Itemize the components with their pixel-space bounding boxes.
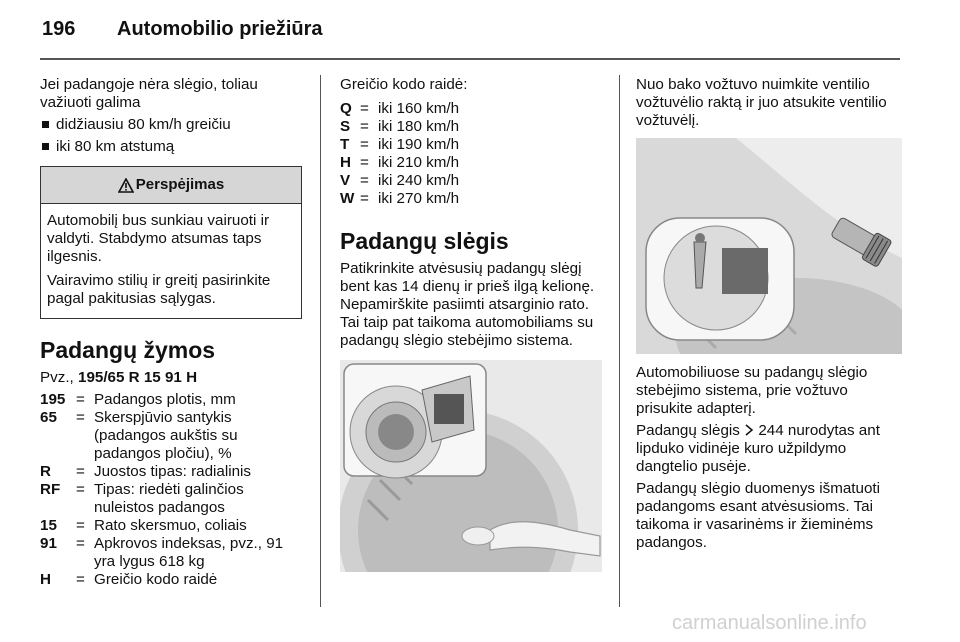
definition-separator: =: [76, 517, 85, 534]
definition-value: Greičio kodo raidė: [94, 571, 218, 588]
speed-row: [340, 136, 604, 154]
tire-marking-definitions: [40, 391, 302, 589]
page-number: 196: [42, 18, 76, 40]
speed-key: S: [340, 118, 351, 135]
column-2: [340, 76, 604, 572]
warning-header: [41, 167, 301, 204]
speed-row: [340, 118, 604, 136]
speed-row: [340, 190, 604, 208]
definition-row: [40, 535, 302, 571]
column-3: [636, 76, 904, 556]
speed-value: iki 180 km/h: [378, 118, 460, 135]
flat-tire-intro: Jei padangoje nėra slėgio, toliau važiuoti galima: [40, 76, 258, 111]
page-title: Automobilio priežiūra: [117, 18, 323, 40]
definition-key: 65: [40, 409, 57, 426]
bullet-square-icon: [42, 121, 49, 128]
definition-separator: =: [76, 535, 85, 552]
pressure-label-text-after: 244 nurodytas ant lipduko vidinėje kuro užpildymo dangtelio pusėje.: [636, 422, 880, 475]
list-item-text: didžiausiu 80 km/h greičiu: [56, 116, 231, 133]
header-divider: [40, 58, 900, 60]
speed-key: Q: [340, 100, 352, 117]
pressure-label-paragraph: [636, 422, 904, 476]
definition-key: 91: [40, 535, 57, 552]
speed-value: iki 270 km/h: [378, 190, 460, 207]
definition-row: [40, 463, 302, 481]
list-item-text: iki 80 km atstumą: [56, 138, 175, 155]
speed-separator: =: [360, 190, 369, 207]
speed-row: [340, 154, 604, 172]
bullet-square-icon: [42, 143, 49, 150]
definition-value: Apkrovos indeksas, pvz., 91 yra lygus 618 kg: [94, 535, 284, 570]
definition-value: Padangos plotis, mm: [94, 391, 236, 408]
speed-value: iki 210 km/h: [378, 154, 460, 171]
list-item: [40, 116, 302, 134]
speed-value: iki 160 km/h: [378, 100, 460, 117]
warning-title: Perspėjimas: [135, 176, 225, 193]
speed-separator: =: [360, 118, 369, 135]
speed-key: V: [340, 172, 351, 189]
speed-separator: =: [360, 154, 369, 171]
adapter-paragraph: Automobiliuose su padangų slėgio stebėjimo sistema, prie vožtuvo prisukite adapterį.: [636, 364, 868, 417]
speed-code-list: [340, 100, 604, 208]
speed-key: W: [340, 190, 355, 207]
example-prefix: Pvz.,: [40, 369, 74, 386]
definition-key: 15: [40, 517, 57, 534]
speed-row: [340, 172, 604, 190]
tire-pressure-paragraph: Patikrinkite atvėsusių padangų slėgį bent kas 14 dienų ir prieš ilgą kelionę. Nepamirškite pasiimti atsarginio rato. Tai taip pat taikoma automobiliams su padangų slėgio stebėjimo sistema.: [340, 260, 595, 349]
valve-key-illustration: [636, 138, 902, 354]
definition-row: [40, 391, 302, 409]
definition-key: R: [40, 463, 51, 480]
valve-instruction-paragraph: Nuo bako vožtuvo nuimkite ventilio vožtuvėlio raktą ir juo atsukite ventilio vožtuvėlį.: [636, 76, 887, 129]
section-heading-tire-pressure: Padangų slėgis: [340, 228, 509, 254]
section-heading-tire-markings: Padangų žymos: [40, 337, 216, 363]
definition-separator: =: [76, 391, 85, 408]
warning-paragraph: Automobilį bus sunkiau vairuoti ir valdyti. Stabdymo atsumas taps ilgesnis.: [47, 212, 270, 265]
speed-key: H: [340, 154, 351, 171]
speed-separator: =: [360, 136, 369, 153]
example-code: 195/65 R 15 91 H: [78, 369, 198, 386]
speed-value: iki 190 km/h: [378, 136, 460, 153]
pressure-label-text-before: Padangų slėgis: [636, 422, 740, 439]
column-divider-2: [619, 75, 620, 607]
definition-row: [40, 481, 302, 517]
column-1: [40, 76, 302, 589]
definition-value: Tipas: riedėti galinčios nuleistos padangos: [94, 481, 244, 516]
definition-value: Rato skersmuo, coliais: [94, 517, 247, 534]
definition-separator: =: [76, 463, 85, 480]
speed-code-intro: Greičio kodo raidė:: [340, 76, 468, 93]
definition-separator: =: [76, 571, 85, 588]
arrow-reference-icon[interactable]: [744, 424, 754, 436]
speed-separator: =: [360, 172, 369, 189]
speed-separator: =: [360, 100, 369, 117]
speed-row: [340, 100, 604, 118]
list-item: [40, 138, 302, 156]
definition-row: [40, 571, 302, 589]
definition-row: [40, 517, 302, 535]
definition-key: H: [40, 571, 51, 588]
example-line: [40, 369, 302, 387]
definition-key: RF: [40, 481, 61, 498]
definition-separator: =: [76, 409, 85, 426]
definition-value: Juostos tipas: radialinis: [94, 463, 252, 480]
warning-body: [41, 204, 301, 318]
definition-separator: =: [76, 481, 85, 498]
warning-triangle-icon: [118, 178, 134, 193]
definition-value: Skerspjūvio santykis (padangos aukštis su padangos pločiu), %: [94, 409, 238, 462]
speed-key: T: [340, 136, 350, 153]
speed-value: iki 240 km/h: [378, 172, 460, 189]
fuel-flap-valve-icon: [340, 360, 602, 572]
warning-box: [40, 166, 302, 319]
column-divider-1: [320, 75, 321, 607]
valve-cap-key-icon: [636, 138, 902, 354]
definition-row: [40, 409, 302, 463]
warning-paragraph: Vairavimo stilių ir greitį pasirinkite pagal pakitusias sąlygas.: [47, 272, 271, 307]
page-header: [0, 0, 960, 60]
watermark: carmanualsonline.info: [672, 612, 867, 634]
cold-tire-paragraph: Padangų slėgio duomenys išmatuoti padangoms esant atvėsusioms. Tai taikoma ir vasarinėms ir žieminėms padangos.: [636, 480, 880, 551]
definition-key: 195: [40, 391, 66, 408]
fuel-cap-tire-illustration: [340, 360, 602, 572]
